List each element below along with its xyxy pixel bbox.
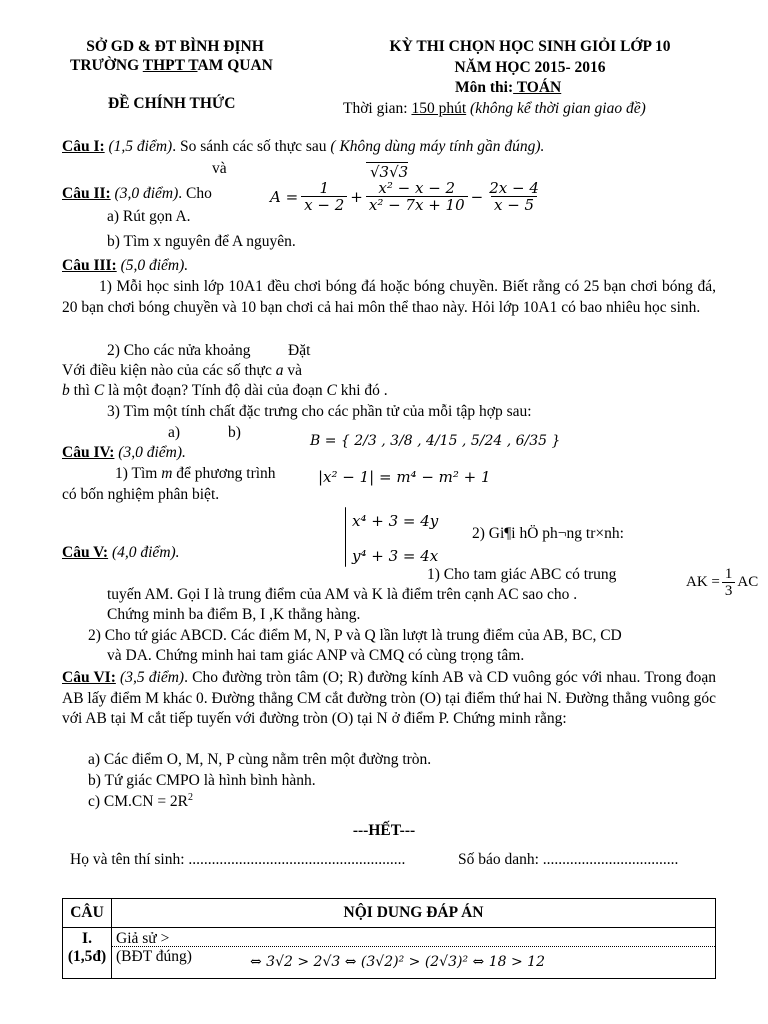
q3-part-2-condition: Với điều kiện nào của các số thực a và — [62, 362, 302, 379]
q5-part-1-prove: Chứng minh ba điểm B, I ,K thẳng hàng. — [107, 606, 361, 623]
department-name: SỞ GD & ĐT BÌNH ĐỊNH — [86, 38, 264, 55]
q5-part-2-cont: và DA. Chứng minh hai tam giác ANP và CMQ có cùng trọng tâm. — [107, 647, 525, 664]
q6-part-b: b) Tứ giác CMPO là hình bình hành. — [88, 772, 316, 789]
question-3: Câu III: (5,0 điểm). — [62, 257, 189, 274]
exam-title: KỲ THI CHỌN HỌC SINH GIỎI LỚP 10 — [389, 38, 671, 55]
answer-row-1 — [63, 928, 716, 979]
q5-part-2: 2) Cho tứ giác ABCD. Các điểm M, N, P và Q lần lượt là trung điểm của AB, BC, CD — [88, 627, 622, 644]
answer-row-1-math: ⇔ 3√2 > 2√3 ⇔ (3√2)² > (2√3)² ⇔ 18 > 12 — [250, 954, 545, 970]
candidate-name-field: Họ và tên thí sinh: ........................................................ — [70, 851, 406, 868]
q4-system-brace — [345, 507, 346, 567]
q3-part-2-intro: 2) Cho các nửa khoảng — [107, 342, 251, 359]
q4-part-1-cont: có bốn nghiệm phân biệt. — [62, 486, 220, 503]
q1-and: và — [212, 160, 227, 177]
question-2: Câu II: (3,0 điểm). Cho — [62, 185, 212, 202]
q3-part-1: 1) Mỗi học sinh lớp 10A1 đều chơi bóng đá hoặc bóng chuyền. Biết rằng có 25 bạn chơi bóng đá, 20 bạn chơi bóng chuyền và 10 bạn chơi cả hai môn thể thao này. Hỏi lớp 10A1 có bao nhiêu học sinh. — [62, 278, 716, 316]
q5-part-1: 1) Cho tam giác ABC có trung — [427, 566, 617, 583]
q1-root-expression: √3√3 — [366, 162, 408, 181]
q3-part-2-question: b thì C là một đoạn? Tính độ dài của đoạn C khi đó . — [62, 382, 388, 399]
q4-part-1: 1) Tìm m để phương trình — [115, 465, 276, 482]
q4-system-eq-2: y⁴ + 3 = 4x — [352, 547, 439, 565]
question-6: Câu VI: (3,5 điểm). Cho đường tròn tâm (O; R) đường kính AB và CD vuông góc với nhau. Trong đoạn AB lấy điểm M khác 0. Đường thẳng CM cắt đường tròn (O) tại điểm thứ hai N. Đường thẳng vuông góc với AB tại M cắt tiếp tuyến với đường tròn (O) tại N ở điểm P. Chứng minh rằng: — [62, 669, 716, 727]
col-answer: NỘI DUNG ĐÁP ÁN — [112, 899, 716, 928]
answer-row-1-question: I. (1,5đ) — [63, 928, 112, 979]
answer-row-1-content: Giả sử > (BĐT đúng) ⇔ 3√2 > 2√3 ⇔ (3√2)² > (2√3)² ⇔ 18 > 12 — [112, 928, 716, 979]
q5-ak-formula: AK = $\frac{1}{3}$ AC — [686, 566, 759, 599]
q6-part-a: a) Các điểm O, M, N, P cùng nằm trên một đường tròn. — [88, 751, 432, 768]
school-name: TRƯỜNG THPT TAM QUAN — [70, 57, 273, 74]
q4-part-2: 2) Gi¶i hÖ ph¬ng tr×nh: — [472, 525, 624, 542]
q3-set-b: B = { 2/3 , 3/8 , 4/15 , 5/24 , 6/35 } — [310, 433, 561, 449]
end-marker: ---HẾT--- — [352, 822, 416, 839]
q6-part-c: c) $CM.CN = 2R^2$ — [88, 792, 194, 811]
q4-system-eq-1: x⁴ + 3 = 4y — [352, 512, 439, 530]
answer-table — [62, 898, 716, 979]
q4-equation: |x² − 1| = m⁴ − m² + 1 — [318, 468, 491, 486]
q3-part-3-a: a) — [168, 424, 181, 441]
q3-part-2-define: Đặt — [288, 342, 311, 359]
q3-part-3-b: b) — [228, 424, 241, 441]
q5-part-1-text: tuyến AM. Gọi I là trung điểm của AM và K là điểm trên cạnh AC sao cho . — [107, 586, 578, 603]
official-label: ĐỀ CHÍNH THỨC — [108, 95, 236, 112]
time-line: Thời gian: 150 phút (không kể thời gian giao đề) — [343, 100, 646, 117]
answer-table-header — [63, 899, 716, 928]
col-question: CÂU — [63, 899, 112, 928]
q2-formula: A = $\frac{1}{x - 2}$ + $\frac{\text{x² − x − 2}}{\text{x² − 7x + 10}}$ − $\frac{2x - 4}{x - 5}$ — [270, 179, 539, 214]
q2-part-a: a) Rút gọn A. — [107, 208, 191, 225]
candidate-number-field: Số báo danh: ................................... — [458, 851, 679, 868]
q3-part-3: 3) Tìm một tính chất đặc trưng cho các phần tử của mỗi tập hợp sau: — [107, 403, 532, 420]
q2-part-b: b) Tìm x nguyên để A nguyên. — [107, 233, 296, 250]
answer-row-divider — [112, 946, 715, 947]
question-4: Câu IV: (3,0 điểm). — [62, 444, 186, 461]
question-5: Câu V: (4,0 điểm). — [62, 544, 180, 561]
subject-line: Môn thi: TOÁN — [455, 79, 562, 96]
question-1: Câu I: (1,5 điểm). So sánh các số thực sau ( Không dùng máy tính gần đúng). — [62, 138, 545, 155]
school-year: NĂM HỌC 2015- 2016 — [454, 59, 606, 76]
